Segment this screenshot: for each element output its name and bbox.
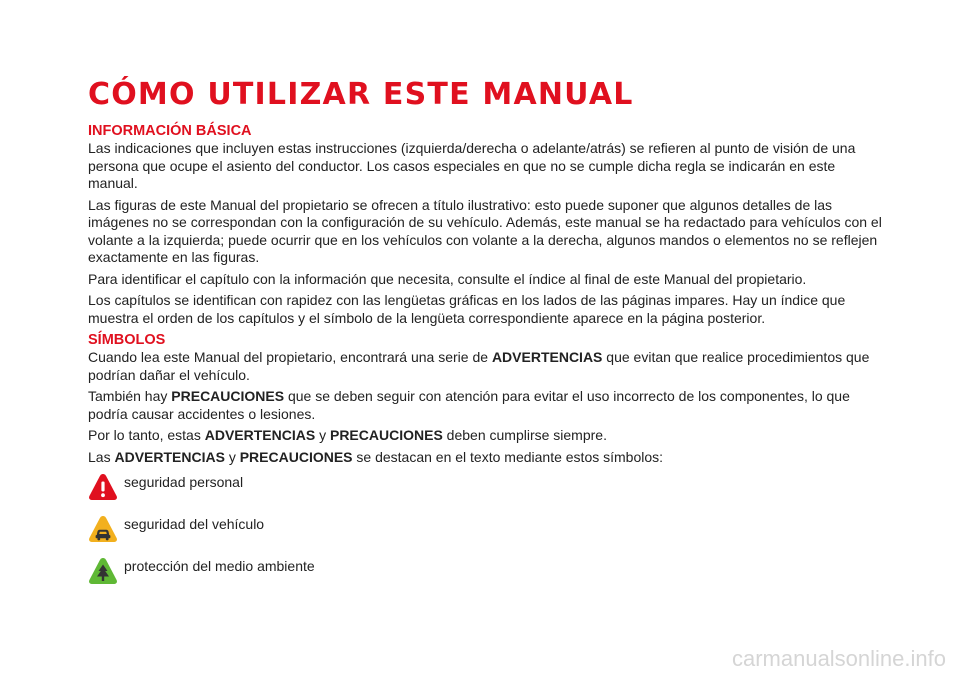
section-heading-basic-info: INFORMACIÓN BÁSICA (88, 123, 252, 139)
paragraph: Por lo tanto, estas ADVERTENCIAS y PRECAUCIONES deben cumplirse siempre. (88, 427, 607, 443)
precautions-term: PRECAUCIONES (171, 388, 285, 404)
paragraph: Para identificar el capítulo con la información que necesita, consulte el índice al final de este Manual del propietario. (88, 270, 807, 287)
symbol-row-personal-safety (88, 472, 888, 508)
environment-protection-warning-icon (88, 556, 118, 586)
paragraph: Las indicaciones que incluyen estas instrucciones (izquierda/derecha o adelante/atrás) se refieren al punto de visión de una persona que ocupe el asiento del conductor. Los casos especiales en que no se cumple dicha regla se indicarán en este manual. (88, 140, 856, 191)
personal-safety-warning-icon (88, 472, 118, 502)
page-title: CÓMO UTILIZAR ESTE MANUAL (88, 77, 634, 112)
section-heading-symbols: SÍMBOLOS (88, 332, 166, 348)
warnings-term: ADVERTENCIAS (204, 427, 316, 443)
precautions-term: PRECAUCIONES (239, 448, 353, 465)
symbol-label: seguridad del vehículo (124, 516, 265, 532)
watermark: carmanualsonline.info (731, 646, 946, 671)
warnings-term: ADVERTENCIAS (491, 349, 603, 365)
symbol-row-vehicle-safety (88, 514, 888, 550)
warnings-term: ADVERTENCIAS (114, 448, 225, 465)
paragraph: Cuando lea este Manual del propietario, encontrará una serie de ADVERTENCIAS que evitan que realice procedimientos que podrían dañar el vehículo. (88, 349, 870, 383)
symbol-label: protección del medio ambiente (124, 558, 315, 574)
paragraph: Las figuras de este Manual del propietario se ofrecen a título ilustrativo: esto puede suponer que algunos detalles de las imágenes no se correspondan con la configuración de su vehículo. Además, este manual se ha redactado para vehículos con el volante a la izquierda; puede ocurrir que en los vehículos con volante a la derecha, algunos mandos o elementos no se reflejen exactamente en las figuras. (88, 196, 882, 265)
precautions-term: PRECAUCIONES (329, 427, 443, 443)
paragraph: Los capítulos se identifican con rapidez con las lengüetas gráficas en los lados de las páginas impares. Hay un índice que muestra el orden de los capítulos y el símbolo de la lengüeta correspondiente aparece en la página posterior. (88, 292, 846, 326)
paragraph: Las ADVERTENCIAS y PRECAUCIONES se destacan en el texto mediante estos símbolos: (88, 448, 664, 465)
symbol-row-environment (88, 556, 888, 592)
vehicle-safety-warning-icon (88, 514, 118, 544)
paragraph: También hay PRECAUCIONES que se deben seguir con atención para evitar el uso incorrecto de los componentes, lo que podría causar accidentes o lesiones. (88, 388, 850, 422)
manual-page (88, 78, 888, 592)
symbol-label: seguridad personal (124, 474, 244, 490)
